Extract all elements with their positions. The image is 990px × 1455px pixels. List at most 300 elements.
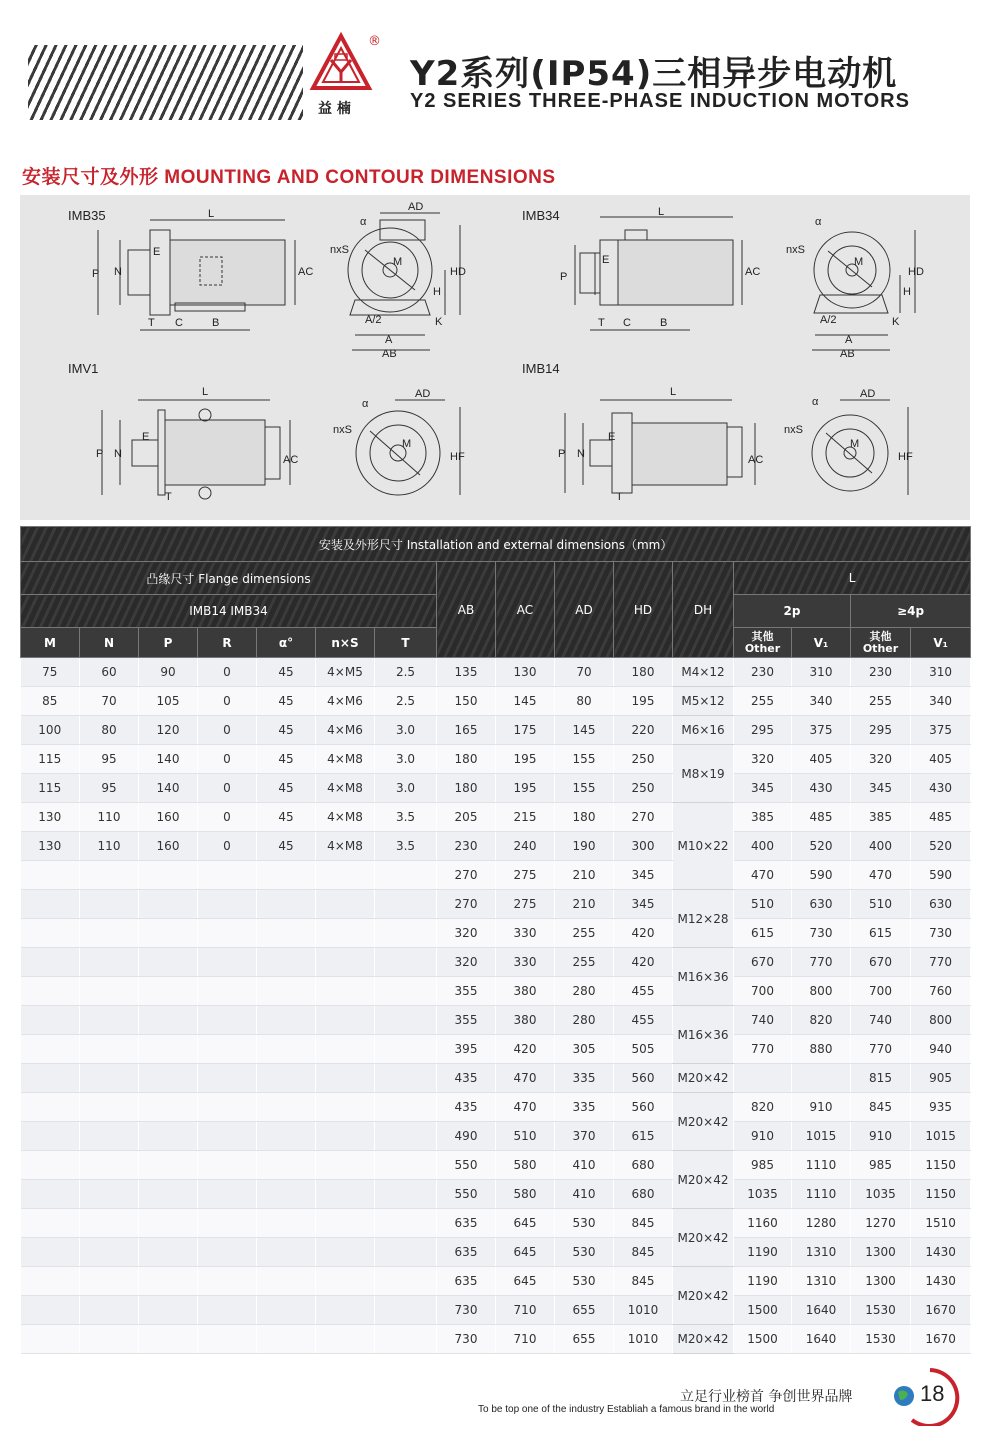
cell-l4o: 510 [851, 890, 911, 919]
cell-AB: 435 [437, 1093, 496, 1122]
cell-l4v: 1430 [911, 1267, 971, 1296]
footer-slogan-en: To be top one of the industry Establiah a famous brand in the world [478, 1404, 775, 1415]
cell-AC: 215 [496, 803, 555, 832]
motor-diagrams [20, 195, 970, 520]
cell-M: 85 [21, 687, 80, 716]
cell-AC: 175 [496, 716, 555, 745]
cell-l4v: 935 [911, 1093, 971, 1122]
cell-P [139, 1093, 198, 1122]
cell-AC: 580 [496, 1151, 555, 1180]
cell-AD: 530 [555, 1238, 614, 1267]
cell-l2v: 590 [792, 861, 851, 890]
cell-a [257, 1151, 316, 1180]
cell-N: 95 [80, 745, 139, 774]
cell-AD: 655 [555, 1296, 614, 1325]
cell-l4o: 1270 [851, 1209, 911, 1238]
cell-P [139, 861, 198, 890]
cell-AD: 655 [555, 1325, 614, 1354]
cell-l2v: 820 [792, 1006, 851, 1035]
dim-H-imb35: H [433, 286, 441, 298]
cell-N: 70 [80, 687, 139, 716]
cell-AD: 370 [555, 1122, 614, 1151]
table-row [21, 803, 971, 832]
cell-AD: 70 [555, 658, 614, 687]
cell-AB: 730 [437, 1325, 496, 1354]
cell-P: 160 [139, 803, 198, 832]
cell-nS: 4×M6 [316, 687, 375, 716]
cell-HD: 845 [614, 1238, 673, 1267]
table-row [21, 1151, 971, 1180]
col-header-2p: 2p [734, 595, 851, 628]
cell-T: 3.0 [375, 774, 437, 803]
cell-AD: 210 [555, 890, 614, 919]
table-row [21, 716, 971, 745]
cell-R [198, 1122, 257, 1151]
cell-HD: 250 [614, 774, 673, 803]
cell-AC: 645 [496, 1209, 555, 1238]
cell-l4o: 740 [851, 1006, 911, 1035]
cell-HD: 505 [614, 1035, 673, 1064]
diagram-label-imb35: IMB35 [68, 208, 106, 223]
cell-AD: 190 [555, 832, 614, 861]
col-header-AC: AC [496, 562, 555, 658]
cell-l4o: 700 [851, 977, 911, 1006]
cell-HD: 615 [614, 1122, 673, 1151]
cell-AD: 280 [555, 977, 614, 1006]
flange-dimensions-header: 凸缘尺寸 Flange dimensions [21, 562, 437, 595]
cell-l2o: 1190 [734, 1267, 792, 1296]
cell-AB: 550 [437, 1180, 496, 1209]
cell-P [139, 1238, 198, 1267]
dim-L-imb34: L [658, 206, 665, 218]
cell-nS: 4×M5 [316, 658, 375, 687]
cell-a: 45 [257, 745, 316, 774]
cell-DH: M16×36 [673, 1006, 734, 1064]
cell-T [375, 948, 437, 977]
cell-l2o: 985 [734, 1151, 792, 1180]
cell-M [21, 1296, 80, 1325]
dim-P-imb14: P [558, 448, 566, 460]
cell-N [80, 1238, 139, 1267]
cell-T [375, 1151, 437, 1180]
col-header-4p-other: 其他 Other [851, 628, 911, 658]
cell-T: 3.0 [375, 716, 437, 745]
header-stripes-decoration [28, 45, 303, 120]
cell-nS: 4×M8 [316, 832, 375, 861]
cell-T: 3.0 [375, 745, 437, 774]
dim-AC-imb14: AC [748, 454, 764, 466]
cell-AD: 335 [555, 1093, 614, 1122]
cell-P [139, 1180, 198, 1209]
cell-l2v: 1640 [792, 1296, 851, 1325]
cell-a [257, 948, 316, 977]
cell-N [80, 1151, 139, 1180]
cell-AB: 180 [437, 774, 496, 803]
cell-R [198, 977, 257, 1006]
table-row [21, 1209, 971, 1238]
cell-M: 115 [21, 745, 80, 774]
cell-nS [316, 948, 375, 977]
cell-AC: 195 [496, 774, 555, 803]
cell-l4v: 770 [911, 948, 971, 977]
cell-nS [316, 1180, 375, 1209]
cell-a [257, 1064, 316, 1093]
cell-nS [316, 861, 375, 890]
col-header-L: L [734, 562, 971, 595]
cell-AC: 510 [496, 1122, 555, 1151]
cell-l2v: 1280 [792, 1209, 851, 1238]
cell-R: 0 [198, 774, 257, 803]
dim-nxS-imb34: nxS [786, 244, 805, 256]
cell-AB: 270 [437, 861, 496, 890]
cell-l2v: 1310 [792, 1238, 851, 1267]
cell-AB: 230 [437, 832, 496, 861]
cell-l4o: 770 [851, 1035, 911, 1064]
cell-M [21, 1267, 80, 1296]
cell-nS [316, 1122, 375, 1151]
cell-a [257, 861, 316, 890]
cell-M [21, 1180, 80, 1209]
cell-M [21, 977, 80, 1006]
cell-l2o: 770 [734, 1035, 792, 1064]
cell-l4v: 905 [911, 1064, 971, 1093]
cell-R [198, 919, 257, 948]
col-header-AD: AD [555, 562, 614, 658]
cell-l4v: 1670 [911, 1296, 971, 1325]
cell-P [139, 1035, 198, 1064]
cell-HD: 420 [614, 948, 673, 977]
cell-HD: 680 [614, 1151, 673, 1180]
cell-R [198, 1267, 257, 1296]
cell-N [80, 861, 139, 890]
cell-l2o: 1035 [734, 1180, 792, 1209]
cell-AC: 580 [496, 1180, 555, 1209]
cell-l4v: 430 [911, 774, 971, 803]
cell-DH: M12×28 [673, 890, 734, 948]
cell-AC: 330 [496, 948, 555, 977]
cell-l4o: 1530 [851, 1325, 911, 1354]
cell-AC: 645 [496, 1238, 555, 1267]
table-row [21, 1093, 971, 1122]
cell-l2v: 405 [792, 745, 851, 774]
dim-T-imb34: T [598, 317, 605, 329]
table-row [21, 832, 971, 861]
cell-l4o: 1530 [851, 1296, 911, 1325]
cell-T [375, 1238, 437, 1267]
cell-R [198, 1209, 257, 1238]
cell-nS [316, 977, 375, 1006]
dimensions-table-wrap [20, 526, 970, 1354]
dim-M-imb35: M [393, 256, 403, 268]
cell-M [21, 1238, 80, 1267]
dim-AC-imb34: AC [745, 266, 761, 278]
cell-DH: M20×42 [673, 1093, 734, 1151]
cell-R: 0 [198, 716, 257, 745]
cell-R [198, 1006, 257, 1035]
dim-K-imb35: K [435, 316, 443, 328]
cell-P [139, 1006, 198, 1035]
cell-P [139, 919, 198, 948]
cell-AC: 145 [496, 687, 555, 716]
cell-N [80, 1064, 139, 1093]
cell-R [198, 1035, 257, 1064]
page-title-en: Y2 SERIES THREE-PHASE INDUCTION MOTORS [410, 90, 910, 112]
cell-l2o: 1500 [734, 1296, 792, 1325]
cell-P [139, 1122, 198, 1151]
table-row [21, 977, 971, 1006]
cell-R [198, 890, 257, 919]
cell-HD: 845 [614, 1209, 673, 1238]
col-header-DH: DH [673, 562, 734, 658]
cell-R: 0 [198, 832, 257, 861]
cell-HD: 345 [614, 861, 673, 890]
dim-AD-imv1: AD [415, 388, 431, 400]
cell-l4v: 1150 [911, 1151, 971, 1180]
cell-R [198, 861, 257, 890]
dim-T-imb14: T [616, 491, 623, 503]
cell-AB: 320 [437, 919, 496, 948]
cell-AC: 470 [496, 1064, 555, 1093]
cell-AC: 330 [496, 919, 555, 948]
cell-l2v: 340 [792, 687, 851, 716]
dim-AD-imb14: AD [860, 388, 876, 400]
table-row [21, 1180, 971, 1209]
col-header-AB: AB [437, 562, 496, 658]
cell-R [198, 1238, 257, 1267]
dim-N-imb14: N [577, 448, 585, 460]
cell-N [80, 1122, 139, 1151]
cell-M [21, 1122, 80, 1151]
cell-l2o: 510 [734, 890, 792, 919]
cell-nS [316, 1151, 375, 1180]
cell-l4o: 845 [851, 1093, 911, 1122]
section-title: 安装尺寸及外形 MOUNTING AND CONTOUR DIMENSIONS [22, 167, 556, 188]
cell-a [257, 1267, 316, 1296]
cell-M [21, 919, 80, 948]
cell-DH: M6×16 [673, 716, 734, 745]
cell-nS [316, 890, 375, 919]
cell-HD: 455 [614, 1006, 673, 1035]
table-row [21, 1035, 971, 1064]
cell-M [21, 1093, 80, 1122]
cell-M [21, 861, 80, 890]
diagram-panel [20, 195, 970, 520]
cell-a: 45 [257, 774, 316, 803]
cell-l2v: 770 [792, 948, 851, 977]
cell-a [257, 1035, 316, 1064]
cell-M [21, 948, 80, 977]
dim-L-imb35: L [208, 208, 215, 220]
cell-N [80, 1180, 139, 1209]
cell-DH: M20×42 [673, 1151, 734, 1209]
cell-l2v: 1015 [792, 1122, 851, 1151]
cell-l2o: 400 [734, 832, 792, 861]
cell-P: 120 [139, 716, 198, 745]
cell-AD: 530 [555, 1267, 614, 1296]
registered-mark: ® [368, 34, 381, 49]
cell-AD: 155 [555, 774, 614, 803]
dim-nxS-imv1: nxS [333, 424, 352, 436]
dim-M-imb14: M [850, 438, 860, 450]
cell-AB: 165 [437, 716, 496, 745]
dim-alpha-imv1: α [362, 398, 369, 410]
cell-l4o: 1300 [851, 1267, 911, 1296]
dim-A-imb34: A [845, 334, 853, 346]
cell-l4v: 405 [911, 745, 971, 774]
cell-HD: 250 [614, 745, 673, 774]
cell-a [257, 977, 316, 1006]
cell-AD: 410 [555, 1180, 614, 1209]
cell-P [139, 1209, 198, 1238]
cell-M: 130 [21, 832, 80, 861]
cell-l2v: 375 [792, 716, 851, 745]
cell-a [257, 1296, 316, 1325]
cell-nS [316, 1325, 375, 1354]
cell-T [375, 1209, 437, 1238]
cell-P: 140 [139, 774, 198, 803]
cell-l4o: 910 [851, 1122, 911, 1151]
cell-l4o: 1035 [851, 1180, 911, 1209]
dim-AB-imb34: AB [840, 348, 855, 360]
cell-l4v: 590 [911, 861, 971, 890]
cell-AB: 180 [437, 745, 496, 774]
col-header-alpha: α° [257, 628, 316, 658]
cell-N [80, 1325, 139, 1354]
cell-l4v: 800 [911, 1006, 971, 1035]
dim-A2-imb34: A/2 [820, 314, 837, 326]
cell-l2v: 485 [792, 803, 851, 832]
col-header-2p-v1: V₁ [792, 628, 851, 658]
cell-l2o: 615 [734, 919, 792, 948]
cell-M [21, 1006, 80, 1035]
cell-AB: 355 [437, 1006, 496, 1035]
cell-a [257, 1238, 316, 1267]
table-row [21, 1006, 971, 1035]
cell-AB: 150 [437, 687, 496, 716]
cell-l4v: 1150 [911, 1180, 971, 1209]
cell-AB: 135 [437, 658, 496, 687]
cell-a [257, 1093, 316, 1122]
cell-T [375, 1267, 437, 1296]
table-row [21, 861, 971, 890]
cell-R [198, 948, 257, 977]
cell-l2o: 700 [734, 977, 792, 1006]
cell-AB: 270 [437, 890, 496, 919]
cell-l4v: 1670 [911, 1325, 971, 1354]
cell-AC: 240 [496, 832, 555, 861]
flange-subheader: IMB14 IMB34 [21, 595, 437, 628]
dim-L-imv1: L [202, 386, 209, 398]
cell-l4v: 340 [911, 687, 971, 716]
cell-T [375, 890, 437, 919]
cell-R [198, 1325, 257, 1354]
dim-alpha-imb35: α [360, 216, 367, 228]
cell-l2o: 1160 [734, 1209, 792, 1238]
cell-AD: 80 [555, 687, 614, 716]
cell-l2o [734, 1064, 792, 1093]
cell-M [21, 1064, 80, 1093]
cell-T [375, 1296, 437, 1325]
cell-AD: 410 [555, 1151, 614, 1180]
cell-a: 45 [257, 803, 316, 832]
cell-a: 45 [257, 687, 316, 716]
dim-AD-imb35: AD [408, 201, 424, 213]
cell-P [139, 1296, 198, 1325]
cell-l2o: 470 [734, 861, 792, 890]
dim-HF-imv1: HF [450, 451, 465, 463]
cell-l2v: 880 [792, 1035, 851, 1064]
cell-nS [316, 1296, 375, 1325]
cell-HD: 845 [614, 1267, 673, 1296]
brand-name-cn: 益 楠 [318, 101, 351, 117]
cell-HD: 220 [614, 716, 673, 745]
cell-AC: 380 [496, 1006, 555, 1035]
table-row [21, 745, 971, 774]
cell-nS: 4×M8 [316, 774, 375, 803]
cell-HD: 195 [614, 687, 673, 716]
col-header-P: P [139, 628, 198, 658]
cell-l4v: 730 [911, 919, 971, 948]
cell-N: 60 [80, 658, 139, 687]
cell-AB: 355 [437, 977, 496, 1006]
cell-l2o: 320 [734, 745, 792, 774]
cell-T: 2.5 [375, 687, 437, 716]
cell-N: 80 [80, 716, 139, 745]
cell-l4o: 615 [851, 919, 911, 948]
cell-N [80, 890, 139, 919]
table-row [21, 1122, 971, 1151]
cell-AD: 180 [555, 803, 614, 832]
dim-N-imv1: N [114, 448, 122, 460]
cell-AB: 395 [437, 1035, 496, 1064]
cell-AB: 635 [437, 1209, 496, 1238]
cell-l4v: 760 [911, 977, 971, 1006]
cell-P [139, 977, 198, 1006]
cell-P [139, 1151, 198, 1180]
cell-T [375, 1325, 437, 1354]
cell-nS [316, 1209, 375, 1238]
cell-a [257, 890, 316, 919]
cell-P: 90 [139, 658, 198, 687]
cell-l2v: 1310 [792, 1267, 851, 1296]
cell-M [21, 1151, 80, 1180]
cell-T [375, 919, 437, 948]
cell-HD: 1010 [614, 1325, 673, 1354]
dim-AC-imv1: AC [283, 454, 299, 466]
cell-T: 3.5 [375, 803, 437, 832]
table-row [21, 890, 971, 919]
dim-E-imv1: E [142, 431, 150, 443]
cell-DH: M8×19 [673, 745, 734, 803]
cell-T [375, 1180, 437, 1209]
page-title-cn: Y2系列(IP54)三相异步电动机 [410, 54, 898, 94]
cell-R [198, 1296, 257, 1325]
cell-l2v: 520 [792, 832, 851, 861]
cell-l2v: 730 [792, 919, 851, 948]
cell-HD: 345 [614, 890, 673, 919]
cell-l2o: 295 [734, 716, 792, 745]
cell-DH: M4×12 [673, 658, 734, 687]
cell-l2v: 430 [792, 774, 851, 803]
cell-nS: 4×M8 [316, 745, 375, 774]
cell-T: 2.5 [375, 658, 437, 687]
cell-DH: M10×22 [673, 803, 734, 890]
col-header-R: R [198, 628, 257, 658]
cell-DH: M16×36 [673, 948, 734, 1006]
cell-P [139, 890, 198, 919]
cell-P [139, 1267, 198, 1296]
cell-DH: M20×42 [673, 1064, 734, 1093]
